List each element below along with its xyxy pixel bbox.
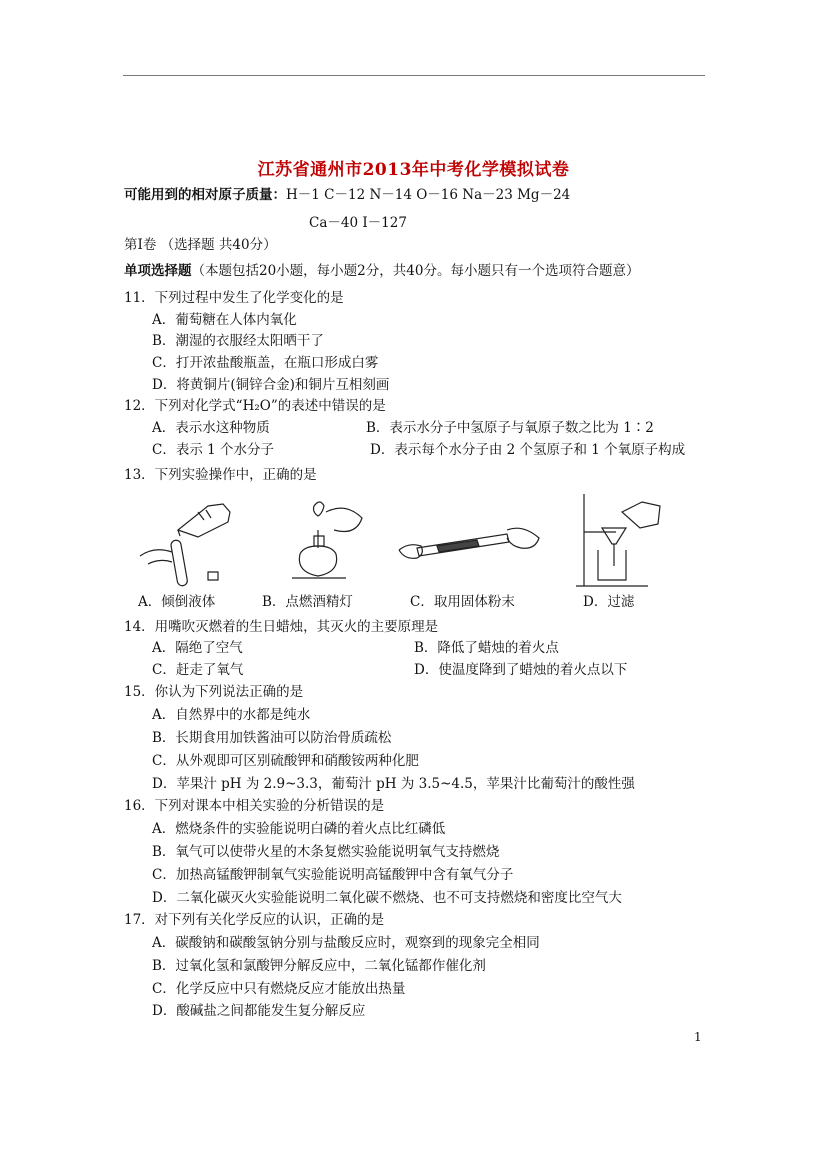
question-11-option-c: C．打开浓盐酸瓶盖，在瓶口形成白雾 [152, 355, 379, 371]
question-14-option-a: A．隔绝了空气 [152, 640, 243, 656]
question-14-option-c: C．赶走了氧气 [152, 662, 244, 678]
question-16-option-a: A．燃烧条件的实验能说明白磷的着火点比红磷低 [152, 821, 446, 837]
question-16-option-b: B．氧气可以使带火星的木条复燃实验能说明氧气支持燃烧 [152, 844, 500, 860]
figure-pouring-liquid [138, 492, 238, 590]
question-15-option-c: C．从外观即可区别硫酸钾和硝酸铵两种化肥 [152, 753, 419, 769]
question-11-stem: 11．下列过程中发生了化学变化的是 [124, 290, 344, 306]
figure-alcohol-lamp [286, 496, 366, 590]
question-11-option-b: B．潮湿的衣服经太阳晒干了 [152, 333, 324, 349]
instructions-label: 单项选择题 [124, 263, 192, 279]
question-12-stem: 12．下列对化学式“H₂O”的表述中错误的是 [124, 398, 386, 414]
question-13-option-a: A．倾倒液体 [138, 594, 216, 610]
question-17-option-a: A．碳酸钠和碳酸氢钠分别与盐酸反应时，观察到的现象完全相同 [152, 935, 540, 951]
question-14-option-b: B．降低了蜡烛的着火点 [414, 640, 559, 656]
question-16-option-c: C．加热高锰酸钾制氧气实验能说明高锰酸钾中含有氧气分子 [152, 867, 514, 883]
atomic-mass-values-1: H－1 C－12 N－14 O－16 Na－23 Mg－24 [286, 187, 571, 203]
atomic-mass-values-2: Ca－40 I－127 [309, 215, 407, 231]
question-16-option-d: D．二氧化碳灭火实验能说明二氧化碳不燃烧、也不可支持燃烧和密度比空气大 [152, 890, 622, 906]
question-12-option-b: B．表示水分子中氢原子与氧原子数之比为 1∶2 [366, 420, 654, 436]
question-17-option-c: C．化学反应中只有燃烧反应才能放出热量 [152, 981, 406, 997]
question-14-option-d: D．使温度降到了蜡烛的着火点以下 [414, 662, 628, 678]
question-15-option-d: D．苹果汁 pH 为 2.9~3.3，葡萄汁 pH 为 3.5~4.5，苹果汁比葡萄汁的酸性强 [152, 776, 635, 792]
figure-filtration [572, 492, 668, 592]
instructions-text: （本题包括20小题，每小题2分，共40分。每小题只有一个选项符合题意） [191, 263, 640, 279]
atomic-mass-label: 可能用到的相对原子质量： [124, 187, 286, 203]
instructions [124, 262, 639, 280]
page-title: 江苏省通州市2013年中考化学模拟试卷 [257, 160, 570, 180]
section-heading: 第Ⅰ卷 （选择题 共40分） [124, 237, 277, 253]
question-13-option-d: D．过滤 [583, 594, 635, 610]
question-16-stem: 16．下列对课本中相关实验的分析错误的是 [124, 798, 385, 814]
question-13-stem: 13．下列实验操作中，正确的是 [124, 467, 317, 483]
question-13-option-c: C．取用固体粉末 [410, 594, 515, 610]
question-17-option-d: D．酸碱盐之间都能发生复分解反应 [152, 1003, 366, 1019]
page-number: 1 [694, 1030, 702, 1044]
question-11-option-a: A．葡萄糖在人体内氧化 [152, 312, 297, 328]
question-15-option-b: B．长期食用加铁酱油可以防治骨质疏松 [152, 730, 392, 746]
question-14-stem: 14．用嘴吹灭燃着的生日蜡烛，其灭火的主要原理是 [124, 619, 439, 635]
question-17-stem: 17．对下列有关化学反应的认识，正确的是 [124, 912, 385, 928]
question-15-stem: 15．你认为下列说法正确的是 [124, 684, 304, 700]
question-12-option-d: D．表示每个水分子由 2 个氢原子和 1 个氧原子构成 [370, 442, 686, 458]
question-15-option-a: A．自然界中的水都是纯水 [152, 707, 311, 723]
atomic-mass-line [124, 186, 570, 204]
question-12-option-a: A．表示水这种物质 [152, 420, 270, 436]
question-12-option-c: C．表示 1 个水分子 [152, 442, 275, 458]
question-17-option-b: B．过氧化氢和氯酸钾分解反应中，二氧化锰都作催化剂 [152, 958, 486, 974]
question-11-option-d: D．将黄铜片(铜锌合金)和铜片互相刻画 [152, 377, 390, 393]
question-13-option-b: B．点燃酒精灯 [262, 594, 353, 610]
figure-solid-powder [397, 510, 543, 580]
header-rule [123, 75, 705, 76]
